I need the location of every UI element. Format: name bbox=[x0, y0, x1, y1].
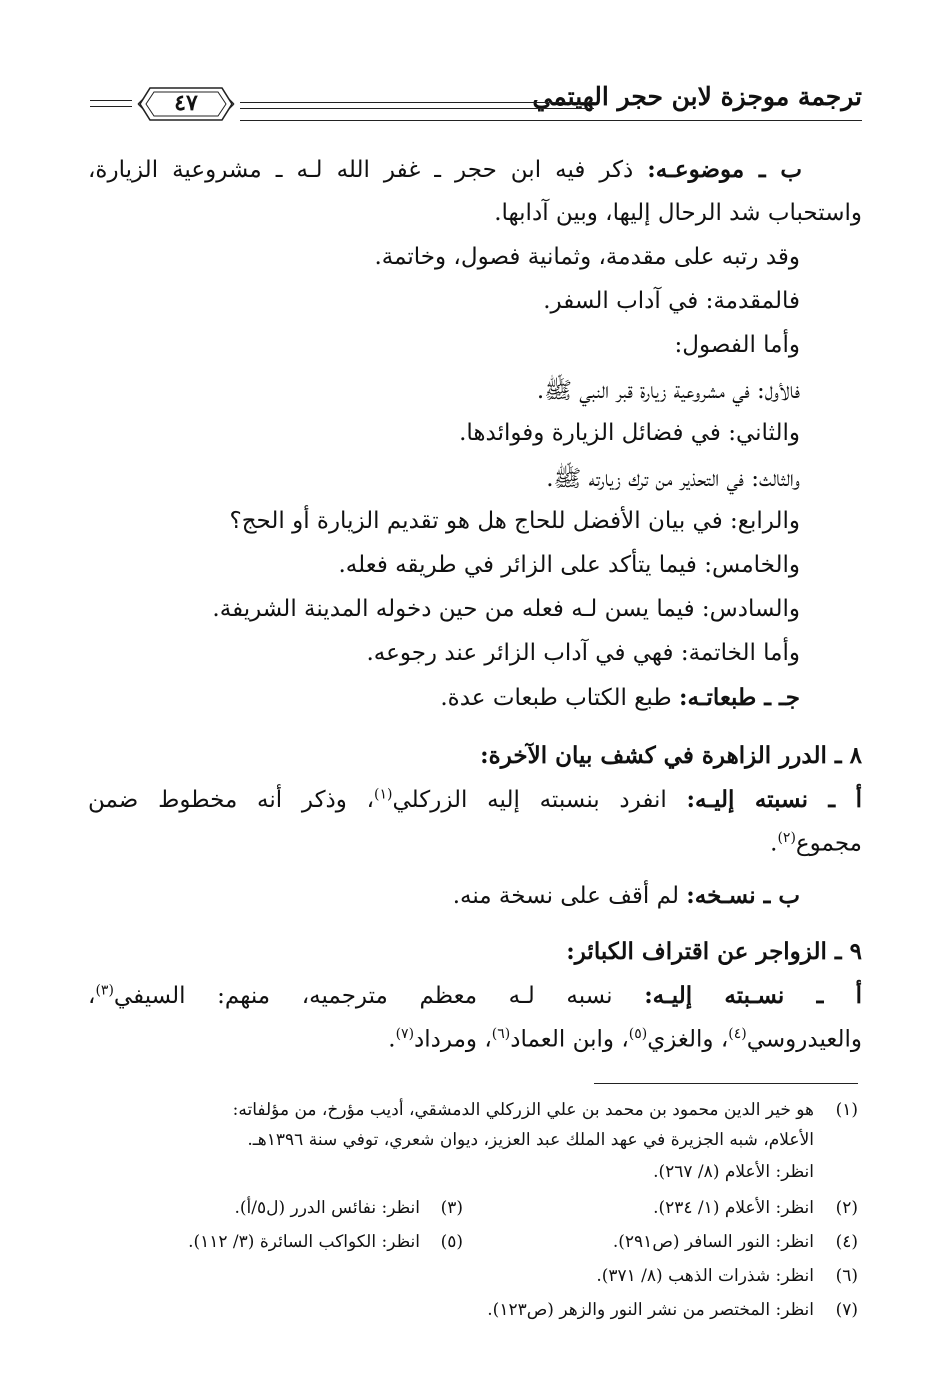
subheading-label: أ ـ نسبته إليـه: bbox=[686, 786, 862, 813]
line-text: ، والغزي bbox=[647, 1026, 729, 1053]
header-rule bbox=[90, 100, 132, 101]
footnote-number: (١) bbox=[835, 1100, 858, 1120]
subheading-label: ب ـ موضوعـه: bbox=[647, 156, 802, 183]
section-heading-8: ٨ ـ الدرر الزاهرة في كشف بيان الآخرة: bbox=[480, 742, 862, 769]
line-text: ذكر فيه ابن حجر ـ غفر الله لـه ـ مشروعية الزيارة، bbox=[88, 157, 648, 183]
footnote-text: انظر: شذرات الذهب (٨/ ٣٧١). bbox=[596, 1266, 814, 1286]
text-line: فالأول: في مشروعية زيارة قبر النبي ﷺ. bbox=[536, 378, 800, 404]
subheading-label: ب ـ نسـخه: bbox=[686, 882, 800, 909]
line-text: ، bbox=[88, 983, 96, 1009]
text-line bbox=[88, 156, 802, 183]
text-line bbox=[440, 684, 800, 711]
line-text: طبع الكتاب طبعات عدة. bbox=[440, 685, 679, 711]
footnote-ref: (٧) bbox=[395, 1026, 415, 1042]
text-line bbox=[88, 982, 862, 1009]
text-line bbox=[388, 1026, 862, 1053]
footnote-ref: (٣) bbox=[95, 982, 114, 999]
footnote-text: انظر: المختصر من نشر النور والزهر (ص١٢٣). bbox=[487, 1300, 814, 1320]
footnote-ref: (١) bbox=[374, 786, 393, 803]
footnote-text: الأعلام، شبه الجزيرة في عهد الملك عبد العزيز، ديوان شعري، توفي سنة ١٣٩٦هـ. bbox=[247, 1130, 814, 1150]
line-text: . bbox=[388, 1026, 396, 1053]
text-line: فالمقدمة: في آداب السفر. bbox=[543, 288, 800, 314]
footnote-ref: (٥) bbox=[628, 1026, 648, 1042]
footnote-text: انظر: الأعلام (١/ ٢٣٤). bbox=[653, 1198, 814, 1218]
text-line bbox=[88, 786, 862, 813]
running-title: ترجمة موجزة لابن حجر الهيتمي bbox=[532, 82, 862, 111]
page-number: ٤٧ bbox=[174, 90, 198, 116]
line-text: انفرد بنسبته إليه الزركلي bbox=[392, 787, 687, 813]
header-rule bbox=[240, 102, 594, 103]
line-text: والعيدروسي bbox=[746, 1026, 862, 1053]
footnote-text: انظر: النور السافر (ص٢٩١). bbox=[612, 1232, 814, 1252]
text-line: وأما الخاتمة: فهي في آداب الزائر عند رجوعه. bbox=[366, 640, 800, 666]
line-text: مجموع bbox=[795, 830, 862, 857]
page-header bbox=[88, 80, 862, 124]
line-text: . bbox=[770, 830, 778, 857]
text-line: والرابع: في بيان الأفضل للحاج هل هو تقديم الزيارة أو الحج؟ bbox=[229, 508, 800, 534]
text-line: وأما الفصول: bbox=[674, 332, 800, 358]
section-heading-9: ٩ ـ الزواجر عن اقتراف الكبائر: bbox=[566, 938, 862, 965]
page-number-frame bbox=[136, 86, 236, 122]
text-line: والثالث: في التحذير من ترك زيارته ﷺ. bbox=[546, 466, 800, 492]
footnote-text: انظر: الكواكب السائرة (٣/ ١١٢). bbox=[188, 1232, 420, 1252]
text-line: والسادس: فيما يسن لـه فعله من حين دخوله المدينة الشريفة. bbox=[212, 596, 800, 622]
text-line: واستحباب شد الرحال إليها، وبين آدابها. bbox=[494, 200, 862, 226]
footnote-separator bbox=[594, 1083, 858, 1084]
header-underline bbox=[240, 120, 862, 121]
footnote-text: هو خير الدين محمود بن محمد بن علي الزركلي الدمشقي، أديب مؤرخ، من مؤلفاته: bbox=[232, 1100, 814, 1120]
line-text: لم أقف على نسخة منه. bbox=[452, 883, 687, 909]
footnote-ref: (٦) bbox=[491, 1026, 511, 1042]
line-text: ، وابن العماد bbox=[510, 1026, 629, 1053]
text-line bbox=[770, 830, 862, 857]
header-rule bbox=[90, 106, 132, 107]
footnote-number: (٣) bbox=[440, 1198, 463, 1218]
text-line: والخامس: فيما يتأكد على الزائر في طريقه فعله. bbox=[338, 552, 800, 578]
line-text: نسبه لـه معظم مترجميه، منهم: السيفي bbox=[113, 983, 645, 1009]
footnote-text: انظر: نفائس الدرر (ل٥/أ). bbox=[234, 1198, 420, 1218]
footnote-number: (٧) bbox=[835, 1300, 858, 1320]
line-text: ، وذكر أنه مخطوط ضمن bbox=[88, 787, 375, 813]
footnote-number: (٦) bbox=[835, 1266, 858, 1286]
footnote-number: (٢) bbox=[835, 1198, 858, 1218]
header-rule bbox=[240, 108, 594, 109]
footnote-ref: (٢) bbox=[777, 830, 796, 846]
subheading-label: أ ـ نسـبته إليـه: bbox=[644, 982, 863, 1009]
footnote-text: انظر: الأعلام (٨/ ٢٦٧). bbox=[653, 1162, 814, 1182]
footnote-number: (٤) bbox=[835, 1232, 858, 1252]
text-line: والثاني: في فضائل الزيارة وفوائدها. bbox=[459, 420, 800, 446]
footnote-number: (٥) bbox=[440, 1232, 463, 1252]
subheading-label: جـ ـ طبعاتـه: bbox=[678, 684, 800, 711]
footnote-ref: (٤) bbox=[728, 1026, 747, 1042]
text-line bbox=[453, 882, 800, 909]
text-line: وقد رتبه على مقدمة، وثمانية فصول، وخاتمة. bbox=[374, 244, 800, 270]
line-text: ، ومرداد bbox=[414, 1026, 492, 1053]
